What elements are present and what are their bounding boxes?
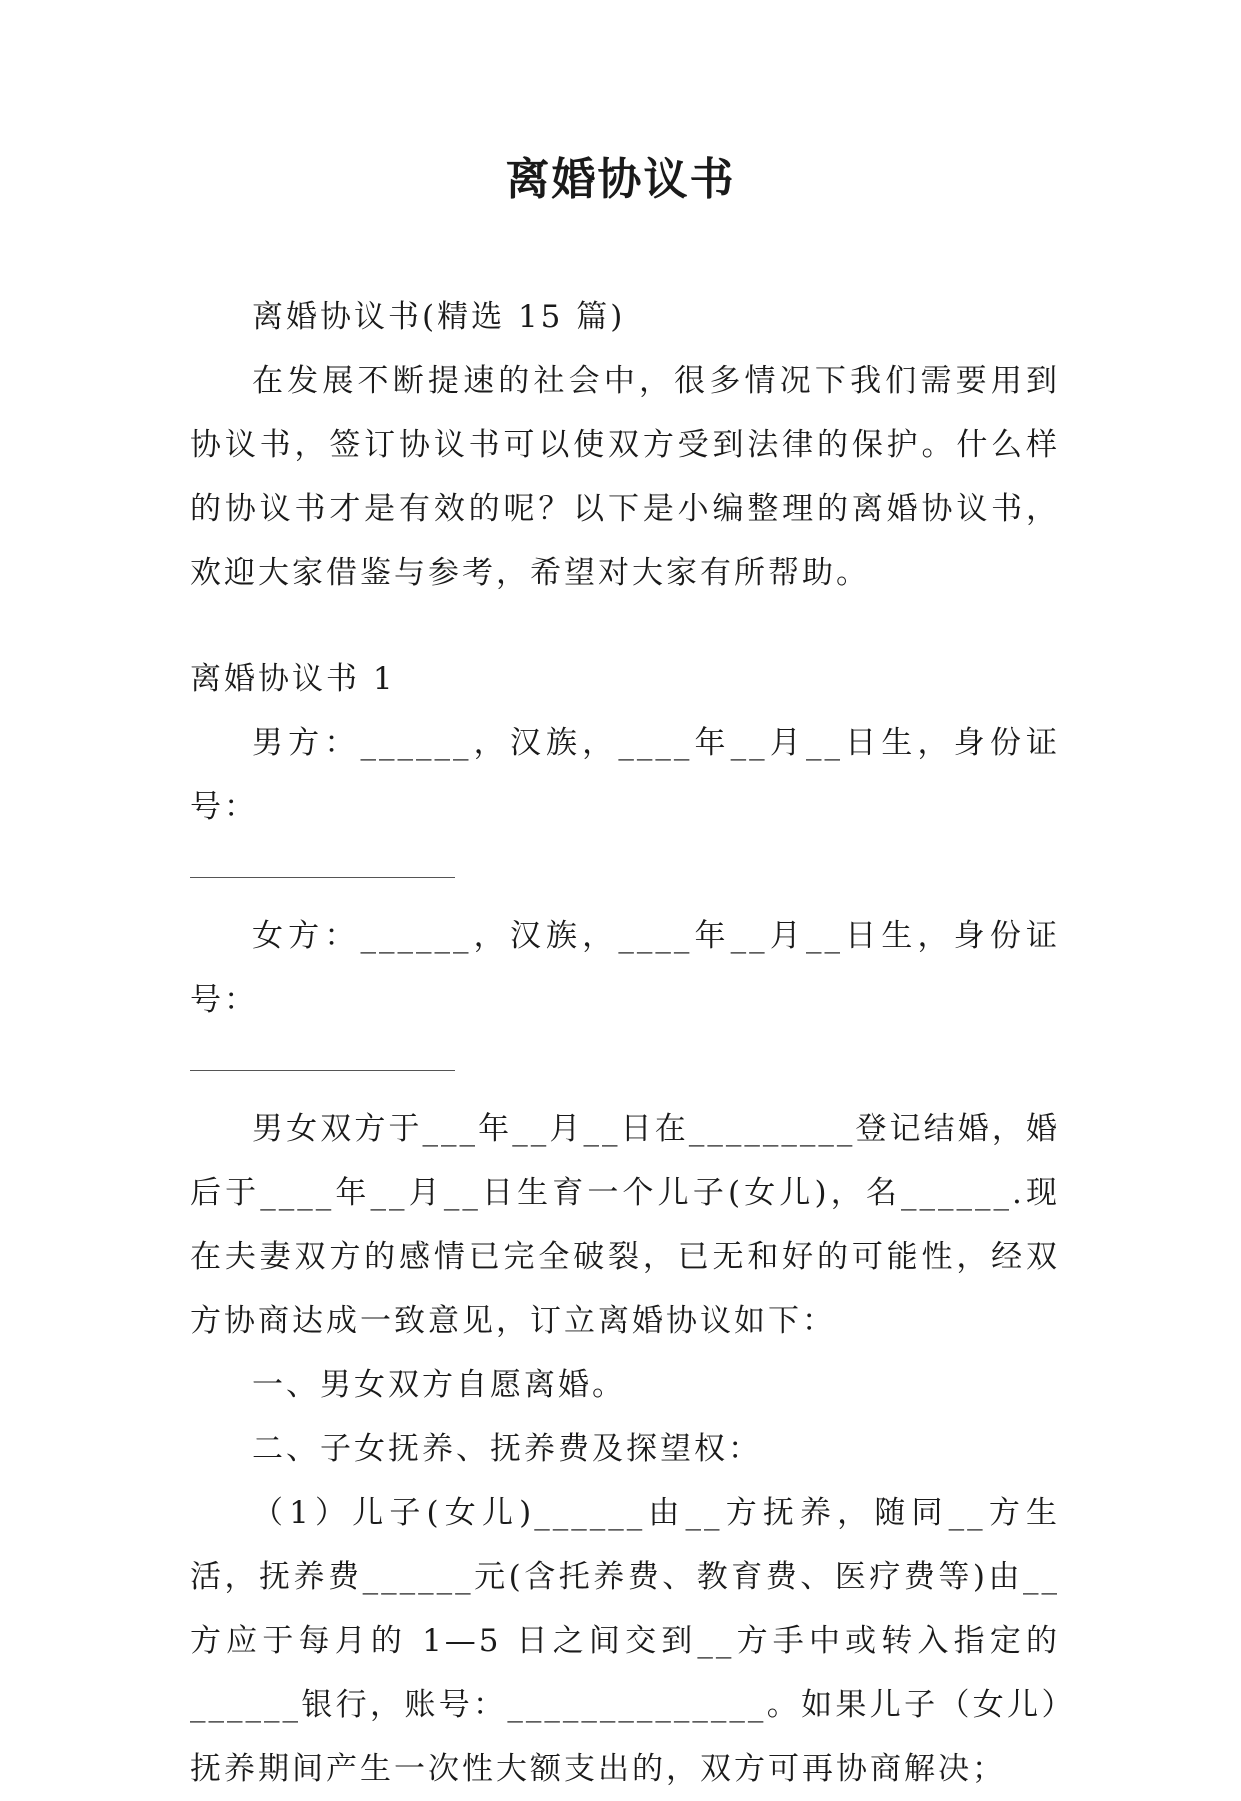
- clause-2-1: （1）儿子(女儿)______由__方抚养，随同__方生活，抚养费______元(含托养费、教育费、医疗费等)由__方应于每月的 1—5 日之间交到__方手中或转入指定的______银行，账号：______________。如果儿子（女儿）抚养期间产生一次性大额支出的，双方可再协商解决；: [190, 1495, 1060, 1787]
- male-party-line: 男方：______，汉族，____年__月__日生，身份证号：: [190, 725, 1060, 825]
- marriage-paragraph: 男女双方于___年__月__日在_________登记结婚，婚后于____年__月__日生育一个儿子(女儿)，名______.现在夫妻双方的感情已完全破裂，已无和好的可能性，经双方协商达成一致意见，订立离婚协议如下：: [190, 1111, 1060, 1339]
- section-heading: 离婚协议书 1: [190, 661, 396, 697]
- female-party-line: 女方：______，汉族，____年__月__日生，身份证号：: [190, 918, 1060, 1018]
- subtitle: 离婚协议书(精选 15 篇): [252, 299, 626, 335]
- intro-paragraph: 在发展不断提速的社会中，很多情况下我们需要用到协议书，签订协议书可以使双方受到法律的保护。什么样的协议书才是有效的呢？以下是小编整理的离婚协议书，欢迎大家借鉴与参考，希望对大家有所帮助。: [190, 363, 1060, 591]
- female-id-blank-line: [190, 1070, 455, 1071]
- clause-2: 二、子女抚养、抚养费及探望权：: [252, 1431, 762, 1467]
- clause-1: 一、男女双方自愿离婚。: [252, 1367, 626, 1403]
- document-title: 离婚协议书: [505, 154, 736, 205]
- document-body: [190, 285, 1060, 1801]
- male-id-blank-line: [190, 877, 455, 878]
